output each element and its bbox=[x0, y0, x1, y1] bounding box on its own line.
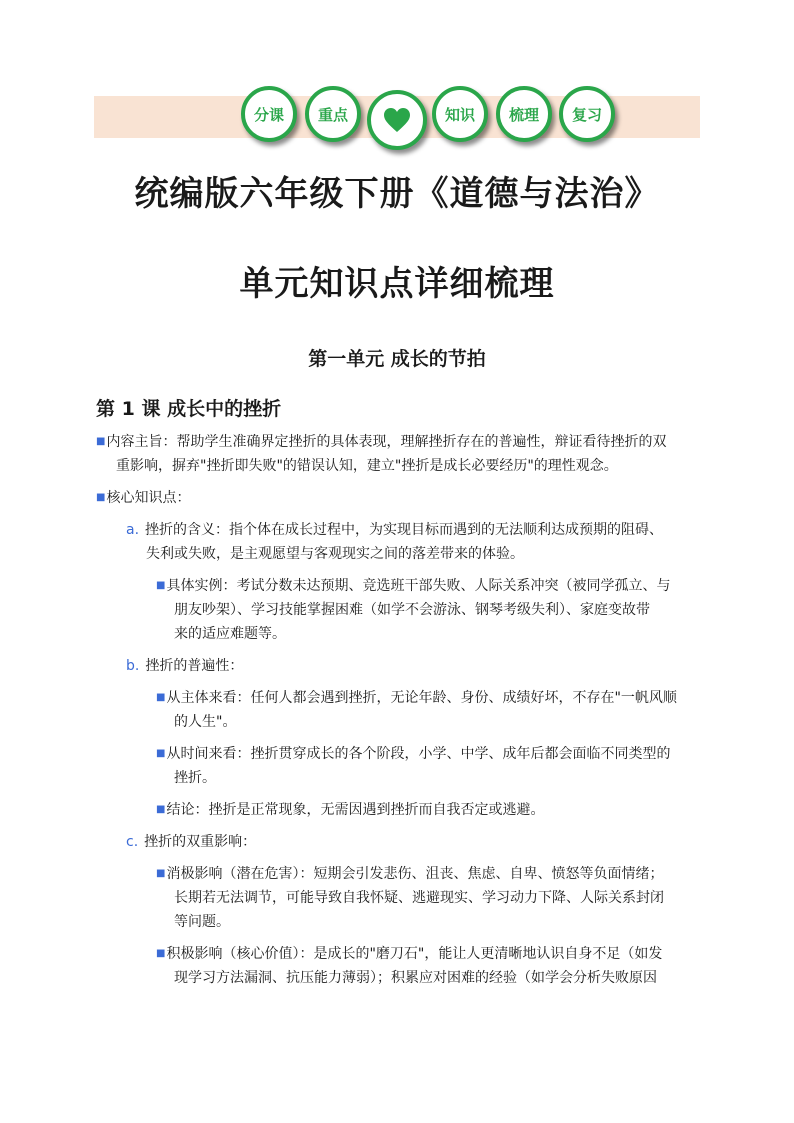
theme-line-1 bbox=[96, 430, 666, 454]
negative-line-3: 等问题。 bbox=[174, 914, 230, 930]
badge-zhongdian: 重点 bbox=[305, 86, 361, 142]
time-text: 从时间来看：挫折贯穿成长的各个阶段，小学、中学、成年后都会面临不同类型的 bbox=[166, 746, 671, 762]
negative-line-1 bbox=[156, 862, 663, 886]
bullet-icon: ■ bbox=[96, 492, 106, 503]
bullet-icon: ■ bbox=[156, 948, 166, 959]
negative-line-2: 长期若无法调节，可能导致自我怀疑、逃避现实、学习动力下降、人际关系封闭 bbox=[174, 890, 664, 906]
bullet-icon: ■ bbox=[156, 868, 166, 879]
bullet-icon: ■ bbox=[156, 804, 166, 815]
bullet-icon: ■ bbox=[96, 436, 106, 447]
list-marker: b. bbox=[126, 658, 140, 674]
lesson-title: 第 1 课 成长中的挫折 bbox=[96, 398, 282, 420]
core-heading bbox=[96, 486, 190, 510]
badge-heart bbox=[367, 90, 427, 150]
positive-line-2: 现学习方法漏洞、抗压能力薄弱）；积累应对困难的经验（如学会分析失败原因 bbox=[174, 970, 657, 986]
conclusion-line bbox=[156, 798, 544, 822]
item-a-line-2: 失利或失败，是主观愿望与客观现实之间的落差带来的体验。 bbox=[146, 546, 524, 562]
item-a-text: 挫折的含义：指个体在成长过程中，为实现目标而遇到的无法顺利达成预期的阻碍、 bbox=[145, 522, 664, 538]
negative-text: 消极影响（潜在危害）：短期会引发悲伤、沮丧、焦虑、自卑、愤怒等负面情绪； bbox=[166, 866, 664, 882]
badge-fenke: 分课 bbox=[241, 86, 297, 142]
subject-text: 从主体来看：任何人都会遇到挫折，无论年龄、身份、成绩好坏，不存在"一帆风顺 bbox=[166, 690, 677, 706]
document-subtitle: 单元知识点详细梳理 bbox=[239, 264, 555, 304]
bullet-icon: ■ bbox=[156, 580, 166, 591]
theme-line-2: 重影响，摒弃"挫折即失败"的错误认知，建立"挫折是成长必要经历"的理性观念。 bbox=[116, 458, 618, 474]
heart-icon bbox=[383, 107, 411, 133]
badge-fuxi: 复习 bbox=[559, 86, 615, 142]
theme-text: 帮助学生准确界定挫折的具体表现，理解挫折存在的普遍性，辩证看待挫折的双 bbox=[176, 434, 667, 450]
example-text: 具体实例：考试分数未达预期、竞选班干部失败、人际关系冲突（被同学孤立、与 bbox=[166, 578, 671, 594]
positive-text: 积极影响（核心价值）：是成长的"磨刀石"，能让人更清晰地认识自身不足（如发 bbox=[166, 946, 663, 962]
core-label: 核心知识点： bbox=[106, 490, 191, 506]
badge-shuli: 梳理 bbox=[496, 86, 552, 142]
list-marker: a. bbox=[126, 522, 140, 538]
list-marker: c. bbox=[126, 834, 139, 850]
document-title: 统编版六年级下册《道德与法治》 bbox=[134, 174, 660, 214]
time-line-2: 挫折。 bbox=[174, 770, 216, 786]
example-line-3: 来的适应难题等。 bbox=[174, 626, 286, 642]
item-c-heading bbox=[126, 830, 256, 854]
subject-line-1 bbox=[156, 686, 677, 710]
item-c-text: 挫折的双重影响： bbox=[144, 834, 257, 850]
subject-line-2: 的人生"。 bbox=[174, 714, 237, 730]
header-badges bbox=[0, 0, 794, 160]
bullet-icon: ■ bbox=[156, 748, 166, 759]
example-line-2: 朋友吵架）、学习技能掌握困难（如学不会游泳、钢琴考级失利）、家庭变故带 bbox=[174, 602, 650, 618]
item-a-line-1 bbox=[126, 518, 663, 542]
item-b-text: 挫折的普遍性： bbox=[145, 658, 244, 674]
time-line-1 bbox=[156, 742, 670, 766]
unit-title: 第一单元 成长的节拍 bbox=[308, 348, 486, 370]
item-b-heading bbox=[126, 654, 243, 678]
example-line-1 bbox=[156, 574, 670, 598]
badge-zhishi: 知识 bbox=[432, 86, 488, 142]
theme-label: 内容主旨： bbox=[106, 434, 177, 450]
bullet-icon: ■ bbox=[156, 692, 166, 703]
positive-line-1 bbox=[156, 942, 662, 966]
conclusion-text: 结论：挫折是正常现象，无需因遇到挫折而自我否定或逃避。 bbox=[166, 802, 545, 818]
